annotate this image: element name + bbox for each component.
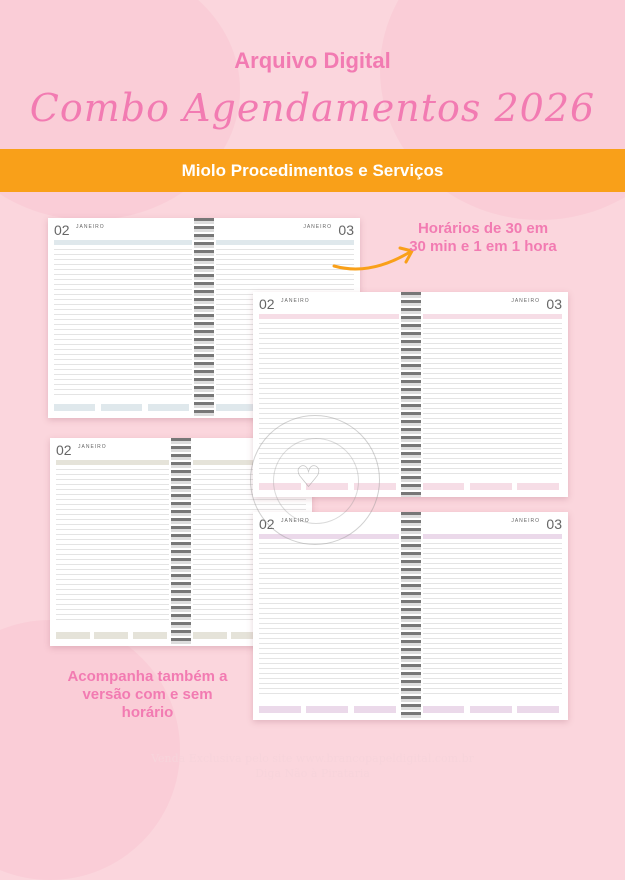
notes-area <box>423 483 563 491</box>
arrow-icon <box>330 240 420 280</box>
notes-area <box>54 404 192 412</box>
month-label: JANEIRO <box>511 298 540 304</box>
notes-area <box>423 706 563 714</box>
planner-page-left <box>50 438 175 646</box>
banner: Miolo Procedimentos e Serviços <box>0 149 625 192</box>
day-header <box>56 442 107 460</box>
spiral-binding <box>401 292 421 497</box>
planner-page-left <box>48 218 198 418</box>
footer-piracy: Diga Não à Pirataria <box>255 767 370 780</box>
month-label: JANEIRO <box>281 298 310 304</box>
schedule-grid <box>56 460 169 620</box>
spiral-binding <box>401 512 421 720</box>
planner-page-right <box>417 512 569 720</box>
day-header <box>303 222 354 240</box>
footer-sales: Venda Exclusiva pelo site www.brancopapeldigital.com.br <box>151 752 474 765</box>
day-header <box>511 296 562 314</box>
schedule-grid <box>54 240 192 395</box>
interval-callout: Horários de 30 em 30 min e 1 em 1 hora <box>409 220 557 255</box>
day-number: 03 <box>546 516 562 532</box>
schedule-grid <box>423 534 563 694</box>
watermark-seal <box>250 415 380 545</box>
page-subtitle: Combo Agendamentos 2026 <box>29 86 596 130</box>
day-number: 02 <box>56 442 72 458</box>
day-number: 03 <box>546 296 562 312</box>
planner-page-right <box>417 292 569 497</box>
day-number: 02 <box>259 296 275 312</box>
spiral-binding <box>194 218 214 418</box>
background-blob <box>0 620 180 880</box>
month-label: JANEIRO <box>303 224 332 230</box>
heart-icon: ♡ <box>295 460 322 495</box>
notes-area <box>259 706 399 714</box>
day-number: 03 <box>338 222 354 238</box>
notes-area <box>56 632 169 640</box>
day-header <box>259 296 310 314</box>
day-number: 02 <box>54 222 70 238</box>
month-label: JANEIRO <box>281 518 310 524</box>
month-label: JANEIRO <box>78 444 107 450</box>
month-label: JANEIRO <box>76 224 105 230</box>
day-header <box>511 516 562 534</box>
schedule-grid <box>259 534 399 694</box>
schedule-grid <box>423 314 563 474</box>
month-label: JANEIRO <box>511 518 540 524</box>
page-title: Arquivo Digital <box>234 48 391 73</box>
day-header <box>54 222 105 240</box>
day-number: 02 <box>259 516 275 532</box>
spiral-binding <box>171 438 191 646</box>
versions-callout: Acompanha também a versão com e sem horário <box>67 668 228 721</box>
